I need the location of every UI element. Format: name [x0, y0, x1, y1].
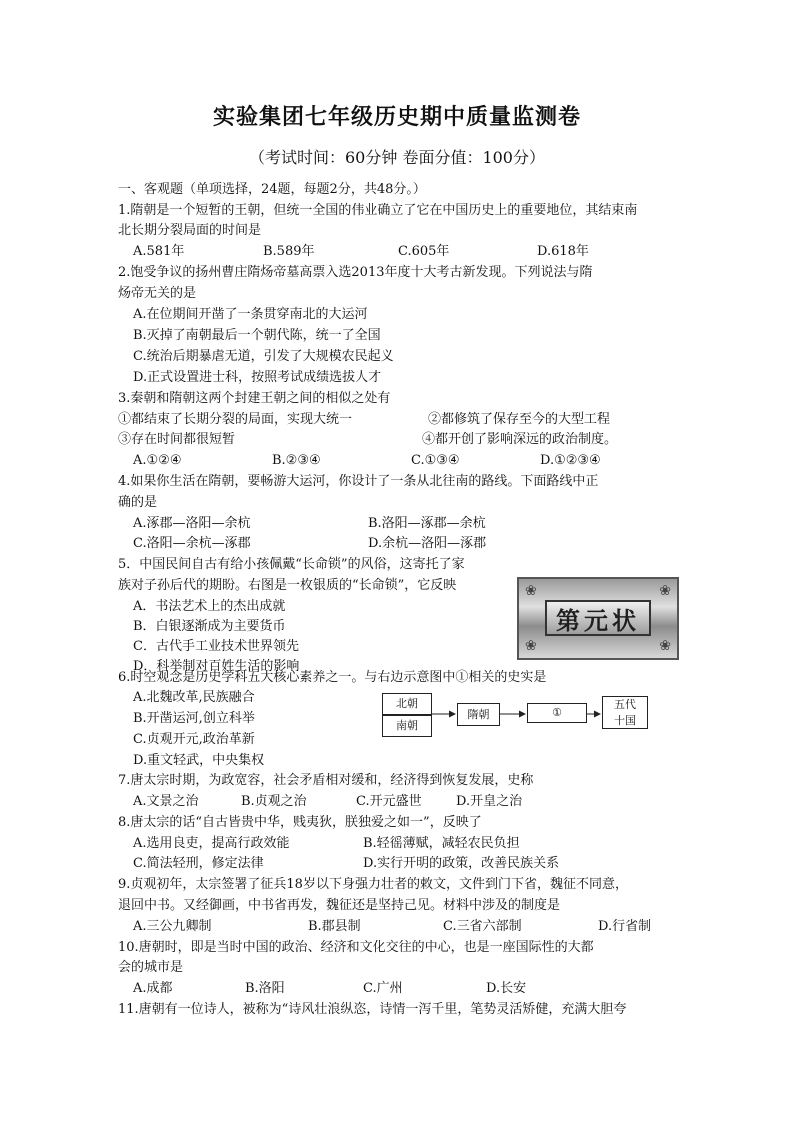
question-11-line-1: 11.唐朝有一位诗人，被称为“诗风壮浪纵恣，诗情一泻千里，笔势灵活矫健，充满大胆夸: [118, 1002, 627, 1017]
question-6-option-b: B.开凿运河,创立科举: [133, 711, 255, 726]
exam-title: 实验集团七年级历史期中质量监测卷: [212, 104, 581, 130]
question-9-option-b: B.郡县制: [308, 919, 361, 934]
question-8-line-1: 8.唐太宗的话“自古皆贵中华，贱夷狄，朕独爱之如一”，反映了: [118, 815, 482, 830]
question-4-line-1: 4.如果你生活在隋朝，要畅游大运河，你设计了一条从北往南的路线。下面路线中正: [118, 474, 599, 489]
question-5-line-1: 5．中国民间自古有给小孩佩戴“长命锁”的风俗，这寄托了家: [118, 557, 465, 572]
question-10-option-d: D.长安: [486, 981, 527, 996]
question-1-option-b: B.589年: [263, 244, 315, 259]
question-3-option-c: C.①③④: [411, 453, 460, 468]
question-10-option-c: C.广州: [363, 981, 403, 996]
ornament-icon: ❀: [659, 638, 671, 654]
section-heading: 一、客观题（单项选择，24题，每题2分，共48分。）: [118, 182, 426, 197]
question-3-option-b: B.②③④: [272, 453, 321, 468]
question-8-option-a: A.选用良吏，提高行政效能: [133, 836, 290, 851]
question-10-line-2: 会的城市是: [118, 960, 184, 975]
question-1-option-c: C.605年: [398, 244, 450, 259]
question-8-option-b: B.轻徭薄赋，减轻农民负担: [363, 836, 520, 851]
question-2-option-b: B.灭掉了南朝最后一个朝代陈，统一了全国: [133, 328, 381, 343]
question-4-line-2: 确的是: [118, 495, 158, 510]
diagram-box-south: 南朝: [382, 715, 432, 737]
question-4-option-c: C.洛阳—余杭—涿郡: [133, 536, 251, 551]
question-3-statement-1: ①都结束了长期分裂的局面，实现大统一: [118, 412, 353, 427]
question-7-option-b: B.贞观之治: [241, 794, 307, 809]
question-9-option-a: A.三公九卿制: [133, 919, 212, 934]
question-10-line-1: 10.唐朝时，即是当时中国的政治、经济和文化交往的中心，也是一座国际性的大都: [118, 940, 594, 955]
question-2-line-2: 炀帝无关的是: [118, 286, 197, 301]
question-3-statement-2: ②都修筑了保存至今的大型工程: [428, 412, 611, 427]
question-8-option-d: D.实行开明的政策，改善民族关系: [363, 856, 560, 871]
question-6-option-d: D.重文轻武，中央集权: [133, 753, 265, 768]
diagram-five-line-1: 五代: [614, 697, 636, 711]
question-3-option-d: D.①②③④: [540, 453, 601, 468]
question-3-option-a: A.①②④: [133, 453, 182, 468]
question-2-option-c: C.统治后期暴虐无道，引发了大规模农民起义: [133, 349, 394, 364]
question-7-option-c: C.开元盛世: [356, 794, 422, 809]
question-5-option-c: C．古代手工业技术世界领先: [133, 639, 299, 654]
ornament-icon: ❀: [525, 638, 537, 654]
question-7-option-d: D.开皇之治: [456, 794, 523, 809]
question-10-option-a: A.成都: [133, 981, 173, 996]
question-1-option-a: A.581年: [133, 244, 185, 259]
ornament-icon: ❀: [659, 583, 671, 599]
lock-inscription: 第元状: [545, 600, 651, 636]
question-6-option-c: C.贞观开元,政治革新: [133, 732, 255, 747]
question-4-option-a: A.涿郡—洛阳—余杭: [133, 516, 251, 531]
question-9-option-c: C.三省六部制: [443, 919, 522, 934]
question-2-option-a: A.在位期间开凿了一条贯穿南北的大运河: [133, 307, 368, 322]
question-4-option-b: B.洛阳—涿郡—余杭: [368, 516, 486, 531]
question-4-option-d: D.余杭—洛阳—涿郡: [368, 536, 487, 551]
question-1-option-d: D.618年: [537, 244, 589, 259]
diagram-box-sui: 隋朝: [457, 703, 500, 726]
question-3-statement-3: ③存在时间都很短暂: [118, 432, 236, 447]
question-9-option-d: D.行省制: [598, 919, 652, 934]
exam-subtitle: （考试时间：60分钟 卷面分值：100分）: [249, 148, 545, 167]
question-8-option-c: C.简法轻刑，修定法律: [133, 856, 264, 871]
question-3-line-1: 3.秦朝和隋朝这两个封建王朝之间的相似之处有: [118, 391, 391, 406]
question-10-option-b: B.洛阳: [245, 981, 285, 996]
question-6-line-1: 6.时空观念是历史学科五大核心素养之一。与右边示意图中①相关的史实是: [118, 670, 547, 685]
diagram-box-north: 北朝: [382, 693, 432, 715]
question-9-line-1: 9.贞观初年，太宗签署了征兵18岁以下身强力壮者的敕文，文件到门下省，魏征不同意，: [118, 877, 628, 892]
question-5-option-b: B．白银逐渐成为主要货币: [133, 619, 286, 634]
ornament-icon: ❀: [525, 583, 537, 599]
question-9-line-2: 退回中书。又经御画，中书省再发，魏征还是坚持己见。材料中涉及的制度是: [118, 898, 561, 913]
question-6-option-a: A.北魏改革,民族融合: [133, 690, 255, 705]
question-1-line-2: 北长期分裂局面的时间是: [118, 223, 262, 238]
question-1-line-1: 1.隋朝是一个短暂的王朝，但统一全国的伟业确立了它在中国历史上的重要地位，其结束南: [118, 203, 638, 218]
question-2-line-1: 2.饱受争议的扬州曹庄隋炀帝墓高票入选2013年度十大考古新发现。下列说法与隋: [118, 265, 593, 280]
question-5-option-a: A．书法艺术上的杰出成就: [133, 599, 286, 614]
question-5-line-2: 族对子孙后代的期盼。右图是一枚银质的“长命锁”，它反映: [118, 578, 457, 593]
diagram-five-line-2: 十国: [614, 713, 636, 727]
question-7-option-a: A.文景之治: [133, 794, 199, 809]
question-3-statement-4: ④都开创了影响深远的政治制度。: [422, 432, 618, 447]
question-7-line-1: 7.唐太宗时期，为政宽容，社会矛盾相对缓和，经济得到恢复发展，史称: [118, 773, 534, 788]
question-2-option-d: D.正式设置进士科，按照考试成绩选拔人才: [133, 370, 382, 385]
diagram-box-1: ①: [527, 703, 587, 723]
question-5-option-d: D．科举制对百姓生活的影响: [133, 659, 300, 674]
